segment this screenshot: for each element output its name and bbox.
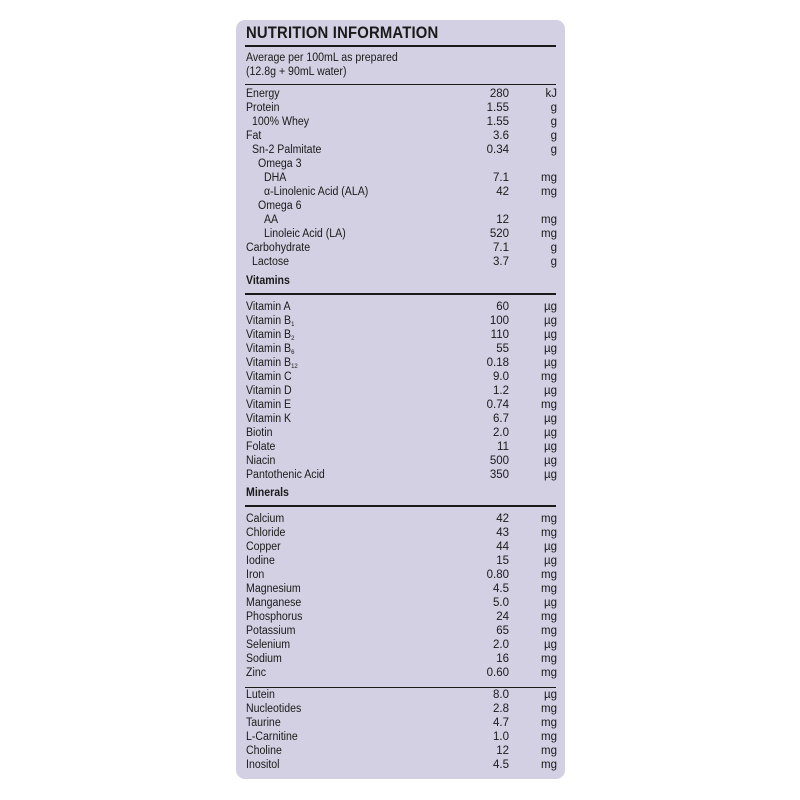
nutrient-value: 7.1 bbox=[493, 172, 509, 184]
nutrient-name: Sn-2 Palmitate bbox=[252, 144, 322, 156]
nutrient-value: 110 bbox=[490, 329, 509, 341]
nutrient-value: 4.7 bbox=[493, 717, 509, 729]
other-nutrient-row bbox=[246, 758, 557, 772]
nutrient-unit: mg bbox=[541, 513, 557, 525]
nutrient-subscript: 1 bbox=[291, 321, 295, 328]
nutrient-name: Vitamin D bbox=[246, 385, 292, 397]
nutrient-unit: µg bbox=[543, 413, 557, 425]
nutrient-unit: µg bbox=[543, 469, 557, 481]
vitamins-divider bbox=[245, 293, 556, 295]
nutrient-value: 60 bbox=[496, 301, 509, 313]
nutrient-row bbox=[246, 241, 557, 255]
nutrient-row bbox=[246, 171, 557, 185]
nutrient-name: Vitamin $B_{12}$ bbox=[246, 357, 298, 370]
nutrient-name: Manganese bbox=[246, 597, 302, 609]
nutrient-row bbox=[246, 143, 557, 157]
nutrient-name: Calcium bbox=[246, 513, 285, 525]
nutrient-value: 1.0 bbox=[493, 731, 509, 743]
nutrient-unit: mg bbox=[541, 569, 557, 581]
mineral-row bbox=[246, 610, 557, 624]
nutrient-unit: µg bbox=[543, 329, 557, 341]
nutrient-unit: g bbox=[550, 144, 557, 156]
nutrient-name: Pantothenic Acid bbox=[246, 469, 325, 481]
nutrient-value: 2.0 bbox=[493, 427, 509, 439]
nutrient-unit: µg bbox=[543, 301, 557, 313]
vitamin-row bbox=[246, 426, 557, 440]
nutrient-name: Nucleotides bbox=[246, 703, 302, 715]
nutrient-value: 0.60 bbox=[486, 667, 509, 679]
mineral-row bbox=[246, 652, 557, 666]
nutrient-row bbox=[246, 199, 557, 213]
nutrient-row bbox=[246, 129, 557, 143]
nutrient-unit: µg bbox=[543, 541, 557, 553]
vitamin-row bbox=[246, 384, 557, 398]
nutrient-name: Lutein bbox=[246, 689, 275, 701]
nutrient-value: 3.6 bbox=[493, 130, 509, 142]
nutrient-unit: mg bbox=[541, 759, 557, 771]
nutrient-name: Sodium bbox=[246, 653, 282, 665]
nutrient-unit: µg bbox=[543, 343, 557, 355]
nutrient-name: Taurine bbox=[246, 717, 281, 729]
nutrient-unit: g bbox=[550, 256, 557, 268]
nutrient-name: Vitamin $B_6$ bbox=[246, 343, 295, 356]
nutrient-row bbox=[246, 157, 557, 171]
nutrition-information-panel bbox=[236, 20, 565, 779]
vitamin-row bbox=[246, 328, 557, 342]
vitamin-row bbox=[246, 314, 557, 328]
panel-title: NUTRITION INFORMATION bbox=[246, 24, 439, 42]
nutrient-value: 44 bbox=[496, 541, 509, 553]
nutrient-value: 16 bbox=[496, 653, 509, 665]
nutrient-name: Vitamin E bbox=[246, 399, 292, 411]
nutrient-unit: µg bbox=[543, 455, 557, 467]
vitamin-row bbox=[246, 342, 557, 356]
nutrient-value: 15 bbox=[496, 555, 509, 567]
nutrient-unit: µg bbox=[543, 427, 557, 439]
nutrient-unit: g bbox=[550, 130, 557, 142]
vitamins-heading: Vitamins bbox=[246, 275, 290, 287]
nutrient-row bbox=[246, 115, 557, 129]
mineral-row bbox=[246, 596, 557, 610]
serving-preparation: (12.8g + 90mL water) bbox=[246, 66, 347, 78]
nutrient-name: Protein bbox=[246, 102, 280, 114]
nutrient-name: Vitamin K bbox=[246, 413, 292, 425]
mineral-row bbox=[246, 624, 557, 638]
nutrient-value: 42 bbox=[496, 513, 509, 525]
other-nutrient-row bbox=[246, 730, 557, 744]
nutrient-row bbox=[246, 213, 557, 227]
nutrient-value: 1.55 bbox=[486, 102, 509, 114]
nutrient-name: Lactose bbox=[252, 256, 290, 268]
nutrient-unit: µg bbox=[543, 315, 557, 327]
mineral-row bbox=[246, 582, 557, 596]
nutrient-name: Fat bbox=[246, 130, 262, 142]
nutrient-name: Linoleic Acid (LA) bbox=[264, 228, 346, 240]
serving-description: Average per 100mL as prepared bbox=[246, 52, 398, 64]
nutrient-unit: mg bbox=[541, 186, 557, 198]
nutrient-subscript: 2 bbox=[291, 335, 295, 342]
mineral-row bbox=[246, 554, 557, 568]
nutrient-unit: µg bbox=[543, 441, 557, 453]
nutrient-value: 43 bbox=[496, 527, 509, 539]
nutrient-unit: µg bbox=[543, 357, 557, 369]
nutrient-subscript: 6 bbox=[291, 349, 295, 356]
nutrient-name: Zinc bbox=[246, 667, 266, 679]
nutrient-value: 12 bbox=[496, 214, 509, 226]
nutrient-unit: kJ bbox=[545, 88, 557, 100]
nutrient-unit: mg bbox=[541, 214, 557, 226]
nutrient-name: Chloride bbox=[246, 527, 286, 539]
nutrient-name: Carbohydrate bbox=[246, 242, 311, 254]
nutrient-value: 0.34 bbox=[486, 144, 509, 156]
nutrient-value: 6.7 bbox=[493, 413, 509, 425]
nutrient-value: 24 bbox=[496, 611, 509, 623]
nutrient-value: 9.0 bbox=[493, 371, 509, 383]
nutrient-name: 100% Whey bbox=[252, 116, 310, 128]
nutrient-unit: µg bbox=[543, 639, 557, 651]
nutrient-value: 3.7 bbox=[493, 256, 509, 268]
nutrient-unit: µg bbox=[543, 689, 557, 701]
nutrient-name: Phosphorus bbox=[246, 611, 303, 623]
nutrient-subscript: 12 bbox=[291, 363, 298, 370]
nutrient-unit: µg bbox=[543, 597, 557, 609]
nutrient-value: 350 bbox=[489, 469, 509, 481]
nutrient-value: 5.0 bbox=[493, 597, 509, 609]
other-nutrient-row bbox=[246, 744, 557, 758]
other-nutrient-row bbox=[246, 688, 557, 702]
vitamin-row bbox=[246, 370, 557, 384]
nutrient-value: 55 bbox=[496, 343, 509, 355]
minerals-divider bbox=[245, 505, 556, 507]
nutrient-name: Niacin bbox=[246, 455, 276, 467]
mineral-row bbox=[246, 568, 557, 582]
mineral-row bbox=[246, 540, 557, 554]
nutrient-unit: mg bbox=[541, 625, 557, 637]
vitamin-row bbox=[246, 356, 557, 370]
other-nutrient-row bbox=[246, 702, 557, 716]
nutrient-unit: mg bbox=[541, 371, 557, 383]
nutrient-value: 4.5 bbox=[493, 583, 509, 595]
mineral-row bbox=[246, 526, 557, 540]
nutrient-row bbox=[246, 101, 557, 115]
nutrient-name: AA bbox=[264, 214, 279, 226]
nutrient-value: 12 bbox=[496, 745, 509, 757]
nutrient-row bbox=[246, 227, 557, 241]
nutrient-value: 1.55 bbox=[486, 116, 509, 128]
nutrient-value: 4.5 bbox=[493, 759, 509, 771]
nutrient-row bbox=[246, 87, 557, 101]
nutrient-name: Omega 3 bbox=[258, 158, 302, 170]
nutrient-unit: g bbox=[550, 116, 557, 128]
nutrient-name: Iron bbox=[246, 569, 265, 581]
nutrient-unit: g bbox=[550, 242, 557, 254]
nutrient-value: 0.74 bbox=[486, 399, 509, 411]
nutrient-name: Inositol bbox=[246, 759, 280, 771]
vitamin-row bbox=[246, 300, 557, 314]
nutrient-value: 0.80 bbox=[486, 569, 509, 581]
mineral-row bbox=[246, 512, 557, 526]
nutrient-name: Vitamin $B_2$ bbox=[246, 329, 295, 342]
nutrient-name: L-Carnitine bbox=[246, 731, 298, 743]
nutrient-unit: mg bbox=[541, 172, 557, 184]
nutrient-unit: mg bbox=[541, 717, 557, 729]
nutrient-unit: µg bbox=[543, 385, 557, 397]
nutrient-name: Iodine bbox=[246, 555, 275, 567]
nutrient-row bbox=[246, 255, 557, 269]
vitamin-row bbox=[246, 454, 557, 468]
nutrient-name: Magnesium bbox=[246, 583, 301, 595]
nutrient-unit: mg bbox=[541, 653, 557, 665]
subtitle-divider bbox=[245, 84, 556, 85]
nutrient-name: α-Linolenic Acid (ALA) bbox=[264, 186, 369, 198]
nutrient-value: 11 bbox=[497, 441, 509, 453]
nutrient-unit: mg bbox=[541, 611, 557, 623]
nutrient-name: Omega 6 bbox=[258, 200, 302, 212]
nutrient-unit: mg bbox=[541, 667, 557, 679]
nutrient-name: Selenium bbox=[246, 639, 291, 651]
nutrient-unit: mg bbox=[541, 703, 557, 715]
nutrient-value: 0.18 bbox=[486, 357, 509, 369]
nutrient-unit: µg bbox=[543, 555, 557, 567]
nutrient-unit: mg bbox=[541, 731, 557, 743]
nutrient-name: Folate bbox=[246, 441, 276, 453]
mineral-row bbox=[246, 638, 557, 652]
nutrient-name: Vitamin $B_1$ bbox=[246, 315, 295, 328]
nutrient-value: 100 bbox=[489, 315, 509, 327]
vitamin-row bbox=[246, 412, 557, 426]
nutrient-value: 8.0 bbox=[493, 689, 509, 701]
nutrient-name: Biotin bbox=[246, 427, 273, 439]
nutrient-unit: mg bbox=[541, 228, 557, 240]
nutrient-value: 520 bbox=[489, 228, 509, 240]
nutrient-name: Copper bbox=[246, 541, 281, 553]
nutrient-unit: mg bbox=[541, 745, 557, 757]
minerals-heading: Minerals bbox=[246, 487, 289, 499]
nutrient-value: 2.0 bbox=[493, 639, 509, 651]
vitamin-row bbox=[246, 398, 557, 412]
nutrient-row bbox=[246, 185, 557, 199]
nutrient-name: Potassium bbox=[246, 625, 296, 637]
nutrient-name: Choline bbox=[246, 745, 282, 757]
nutrient-name: Energy bbox=[246, 88, 280, 100]
nutrient-unit: g bbox=[550, 102, 557, 114]
other-nutrient-row bbox=[246, 716, 557, 730]
nutrient-unit: mg bbox=[541, 583, 557, 595]
nutrient-value: 500 bbox=[489, 455, 509, 467]
nutrient-name: Vitamin C bbox=[246, 371, 292, 383]
nutrient-value: 2.8 bbox=[493, 703, 509, 715]
nutrient-value: 42 bbox=[496, 186, 509, 198]
vitamin-row bbox=[246, 440, 557, 454]
nutrient-unit: mg bbox=[541, 399, 557, 411]
nutrient-name: Vitamin A bbox=[246, 301, 291, 313]
nutrient-unit: mg bbox=[541, 527, 557, 539]
title-divider bbox=[245, 45, 556, 47]
nutrient-value: 280 bbox=[489, 88, 509, 100]
nutrient-value: 1.2 bbox=[493, 385, 509, 397]
mineral-row bbox=[246, 666, 557, 680]
nutrient-value: 7.1 bbox=[493, 242, 509, 254]
nutrient-value: 65 bbox=[496, 625, 509, 637]
nutrient-name: DHA bbox=[264, 172, 287, 184]
vitamin-row bbox=[246, 468, 557, 482]
